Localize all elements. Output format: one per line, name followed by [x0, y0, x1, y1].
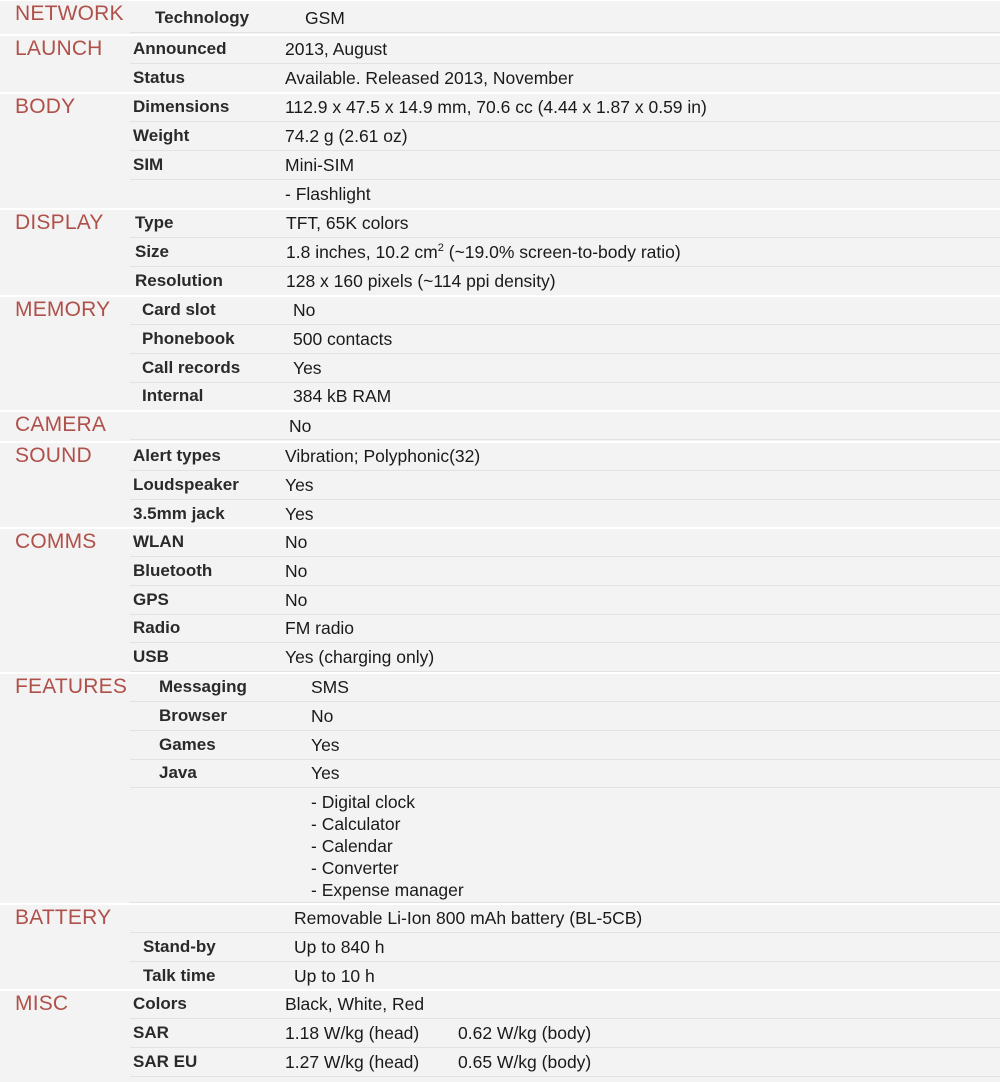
section-display	[0, 209, 1000, 296]
spec-row	[0, 904, 1000, 933]
spec-value: FM radio	[285, 618, 355, 638]
spec-value: No	[285, 561, 308, 581]
list-item: - Calendar	[311, 836, 393, 856]
spec-label: Phonebook	[142, 329, 235, 348]
spec-label: Browser	[159, 706, 228, 725]
sar-body-value: 0.62 W/kg (body)	[458, 1023, 592, 1043]
section-comms	[0, 528, 1000, 672]
spec-label: Call records	[142, 358, 241, 377]
spec-value	[286, 242, 681, 262]
section-title: BODY	[15, 95, 76, 118]
spec-label: Loudspeaker	[133, 475, 239, 494]
section-title: DISPLAY	[15, 211, 104, 234]
spec-row	[0, 933, 1000, 962]
spec-value: Available. Released 2013, November	[285, 68, 574, 88]
spec-label: Stand-by	[143, 937, 216, 956]
section-title: MISC	[15, 992, 69, 1015]
spec-value: 74.2 g (2.61 oz)	[285, 126, 408, 146]
spec-label: Technology	[155, 8, 250, 27]
sar-eu-head-value: 1.27 W/kg (head)	[285, 1052, 420, 1072]
spec-row	[0, 151, 1000, 180]
spec-value: Up to 840 h	[294, 937, 385, 957]
spec-value: Removable Li-Ion 800 mAh battery (BL-5CB)	[294, 908, 643, 928]
section-title: COMMS	[15, 530, 97, 553]
spec-label: Radio	[133, 618, 181, 637]
section-title: LAUNCH	[15, 37, 103, 60]
spec-row	[0, 673, 1000, 702]
spec-label: Java	[159, 763, 197, 782]
spec-row	[0, 442, 1000, 471]
spec-label: USB	[133, 647, 169, 666]
section-title: NETWORK	[15, 2, 124, 25]
size-unit-exponent: 2	[437, 242, 444, 255]
spec-value: Yes	[311, 763, 340, 783]
section-title: CAMERA	[15, 413, 107, 436]
spec-label: GPS	[133, 590, 169, 609]
spec-row	[0, 614, 1000, 643]
spec-label: Messaging	[159, 677, 247, 696]
list-item: - Digital clock	[311, 792, 416, 812]
spec-label: WLAN	[133, 532, 184, 551]
spec-value: Black, White, Red	[285, 994, 425, 1014]
spec-value: No	[285, 590, 308, 610]
spec-value: 128 x 160 pixels (~114 ppi density)	[286, 271, 556, 291]
spec-row	[0, 64, 1000, 93]
spec-label: Resolution	[135, 271, 223, 290]
spec-value: SMS	[311, 677, 349, 697]
spec-label: 3.5mm jack	[133, 504, 225, 523]
spec-row	[0, 500, 1000, 529]
spec-row	[0, 731, 1000, 760]
spec-label: Status	[133, 68, 185, 87]
spec-label: SAR	[133, 1023, 169, 1042]
spec-value: Up to 10 h	[294, 966, 375, 986]
features-extras-list	[311, 791, 464, 901]
spec-value: No	[293, 300, 316, 320]
spec-row	[0, 759, 1000, 788]
spec-row	[0, 4, 1000, 33]
spec-label: Alert types	[133, 446, 221, 465]
spec-row	[0, 411, 1000, 440]
spec-row	[0, 382, 1000, 411]
spec-value: 384 kB RAM	[293, 386, 392, 406]
sar-head-value: 1.18 W/kg (head)	[285, 1023, 420, 1043]
spec-row	[0, 122, 1000, 151]
spec-value: Vibration; Polyphonic(32)	[285, 446, 481, 466]
spec-label: Games	[159, 735, 216, 754]
spec-value: 500 contacts	[293, 329, 393, 349]
spec-row	[0, 296, 1000, 325]
section-title: FEATURES	[15, 675, 128, 698]
spec-value: TFT, 65K colors	[286, 213, 409, 233]
spec-row	[0, 238, 1000, 267]
section-sound	[0, 442, 1000, 528]
spec-value: 2013, August	[285, 39, 388, 59]
spec-label: Dimensions	[133, 97, 230, 116]
list-item: - Converter	[311, 858, 399, 878]
sar-eu-body-value: 0.65 W/kg (body)	[458, 1052, 592, 1072]
spec-label: Colors	[133, 994, 187, 1013]
section-launch	[0, 35, 1000, 93]
spec-row	[0, 471, 1000, 500]
spec-value: Mini-SIM	[285, 155, 355, 175]
spec-label: Talk time	[143, 966, 216, 985]
spec-value: No	[285, 532, 308, 552]
spec-row	[0, 209, 1000, 238]
list-item: - Calculator	[311, 814, 401, 834]
section-title: SOUND	[15, 444, 92, 467]
spec-row	[0, 93, 1000, 122]
spec-row	[0, 180, 1000, 209]
spec-label: Internal	[142, 386, 204, 405]
spec-value: - Flashlight	[285, 184, 371, 204]
spec-label: Bluetooth	[133, 561, 213, 580]
spec-row	[0, 643, 1000, 672]
spec-label: Type	[135, 213, 174, 232]
spec-value: Yes	[311, 735, 340, 755]
spec-value: No	[311, 706, 334, 726]
spec-row	[0, 528, 1000, 557]
spec-value: No	[289, 416, 312, 436]
section-camera	[0, 411, 1000, 441]
spec-row	[0, 35, 1000, 64]
section-battery	[0, 904, 1000, 990]
spec-label: Card slot	[142, 300, 216, 319]
spec-row	[0, 325, 1000, 354]
spec-row-extras	[0, 788, 1000, 903]
section-body	[0, 93, 1000, 209]
size-value-text: 1.8 inches, 10.2 cm	[286, 242, 438, 262]
spec-row	[0, 267, 1000, 296]
spec-value: GSM	[305, 8, 345, 28]
spec-value: Yes	[293, 358, 322, 378]
spec-value: 112.9 x 47.5 x 14.9 mm, 70.6 cc (4.44 x 1.87 x 0.59 in)	[285, 97, 707, 117]
section-title: BATTERY	[15, 906, 112, 929]
spec-row	[0, 702, 1000, 731]
size-ratio-text: (~19.0% screen-to-body ratio)	[443, 242, 681, 262]
section-memory	[0, 296, 1000, 410]
section-network	[0, 0, 1000, 34]
spec-row	[0, 1048, 1000, 1077]
list-item: - Expense manager	[311, 880, 464, 900]
spec-value: Yes	[285, 475, 314, 495]
spec-label: Weight	[133, 126, 190, 145]
spec-row	[0, 557, 1000, 586]
section-misc	[0, 990, 1000, 1080]
section-features	[0, 673, 1000, 903]
spec-label: Announced	[133, 39, 227, 58]
spec-row	[0, 354, 1000, 383]
spec-value: Yes	[285, 504, 314, 524]
section-title: MEMORY	[15, 298, 111, 321]
spec-row	[0, 990, 1000, 1019]
spec-value: Yes (charging only)	[285, 647, 435, 667]
spec-row	[0, 1019, 1000, 1048]
spec-row	[0, 962, 1000, 991]
spec-label: SIM	[133, 155, 164, 174]
spec-label: Size	[135, 242, 170, 261]
spec-label: SAR EU	[133, 1052, 198, 1071]
spec-row	[0, 586, 1000, 615]
